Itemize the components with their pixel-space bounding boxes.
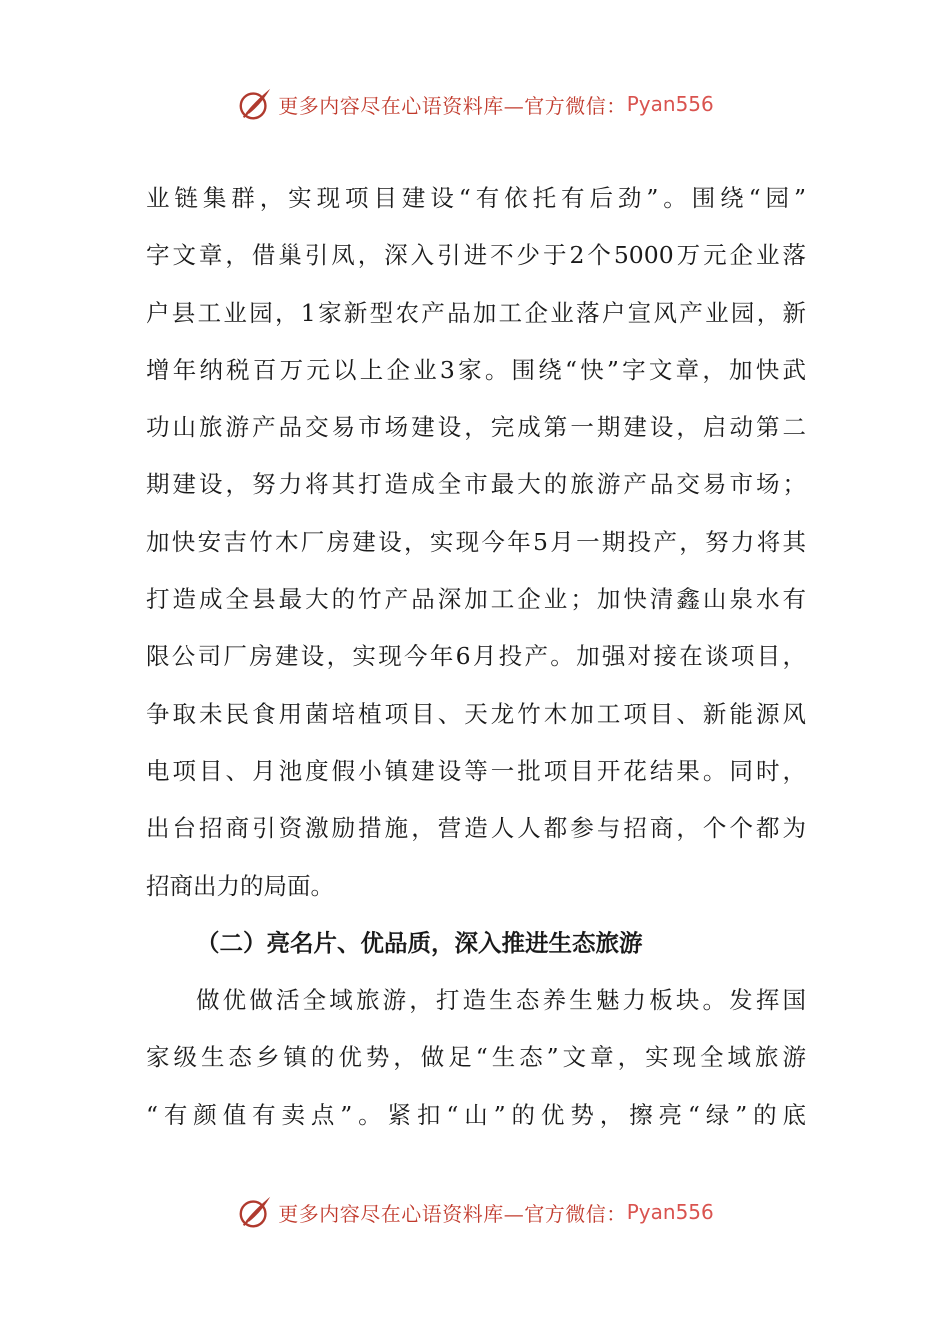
body-line: 功山旅游产品交易市场建设，完成第一期建设，启动第二: [146, 413, 806, 442]
body-line: 业链集群，实现项目建设“有依托有后劲”。围绕“园”: [146, 184, 806, 212]
watermark-text: 更多内容尽在心语资料库—官方微信：: [278, 1201, 627, 1226]
document-body: [146, 170, 806, 1144]
watermark-text: 更多内容尽在心语资料库—官方微信：: [278, 93, 627, 118]
body-line: 字文章，借巢引凤，深入引进不少于2个5000万元企业落: [146, 241, 806, 270]
watermark-banner-top: [0, 82, 950, 126]
body-line: 家级生态乡镇的优势，做足“生态”文章，实现全域旅游: [146, 1043, 806, 1072]
section-heading: （二）亮名片、优品质，深入推进生态旅游: [196, 928, 643, 957]
body-line: 做优做活全域旅游，打造生态养生魅力板块。发挥国: [196, 986, 806, 1015]
body-line: 争取未民食用菌培植项目、天龙竹木加工项目、新能源风: [146, 699, 806, 728]
body-line: “有颜值有卖点”。紧扣“山”的优势，擦亮“绿”的底: [146, 1100, 806, 1129]
body-line: 电项目、月池度假小镇建设等一批项目开花结果。同时，: [146, 756, 806, 785]
body-line: 加快安吉竹木厂房建设，实现今年5月一期投产，努力将其: [146, 527, 806, 556]
body-line: 期建设，努力将其打造成全市最大的旅游产品交易市场；: [146, 470, 806, 499]
quill-logo-icon: [236, 1193, 274, 1231]
body-line: 户县工业园，1家新型农产品加工企业落户宣风产业园，新: [146, 298, 806, 327]
body-line: 出台招商引资激励措施，营造人人都参与招商，个个都为: [146, 814, 806, 843]
body-line: 打造成全县最大的竹产品深加工企业；加快清鑫山泉水有: [146, 585, 806, 614]
watermark-wechat-id: Pyan556: [626, 92, 714, 116]
body-line: 增年纳税百万元以上企业3家。围绕“快”字文章，加快武: [146, 355, 806, 384]
quill-logo-icon: [236, 85, 274, 123]
watermark-banner-bottom: [0, 1190, 950, 1234]
body-line: 招商出力的局面。: [146, 871, 334, 900]
body-line: 限公司厂房建设，实现今年6月投产。加强对接在谈项目，: [146, 642, 806, 671]
watermark-wechat-id: Pyan556: [626, 1200, 714, 1224]
